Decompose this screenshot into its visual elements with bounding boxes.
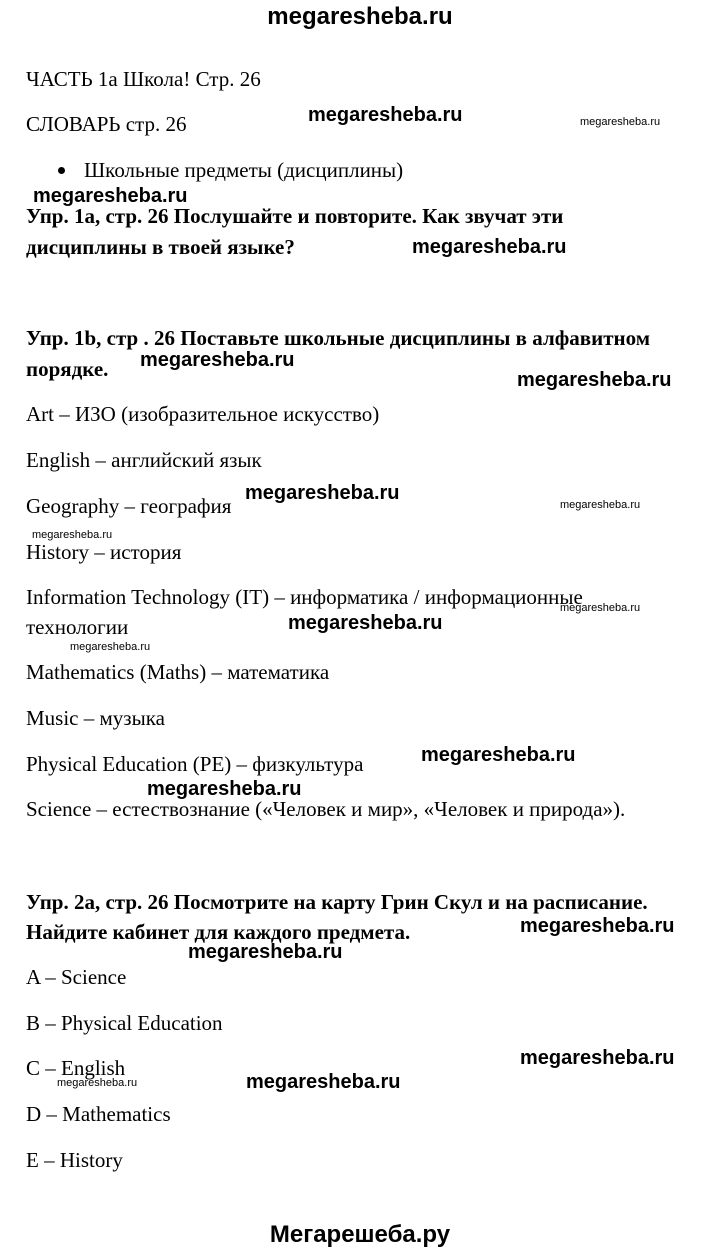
bullet-item: Школьные предметы (дисциплины): [84, 158, 404, 182]
subject-item: Mathematics (Maths) – математика: [26, 660, 330, 684]
room-item: E – History: [26, 1148, 123, 1172]
watermark: megaresheba.ru: [188, 941, 343, 963]
room-item: D – Mathematics: [26, 1102, 171, 1126]
footer-watermark: Мегарешеба.ру: [269, 1221, 451, 1248]
watermark-small: megaresheba.ru: [560, 602, 641, 614]
part-title: ЧАСТЬ 1а Школа! Стр. 26: [26, 67, 261, 91]
exercise-1a-line1: Упр. 1a, стр. 26 Послушайте и повторите. Как звучат эти: [26, 204, 564, 228]
watermark: megaresheba.ru: [140, 349, 295, 371]
subject-item: Geography – география: [26, 494, 232, 518]
watermark-small: megaresheba.ru: [32, 529, 113, 541]
subject-item: Science – естествознание («Человек и мир», «Человек и природа»).: [26, 797, 626, 821]
exercise-1a-line2: дисциплины в твоей языке?: [26, 235, 295, 259]
watermark: megaresheba.ru: [520, 915, 675, 937]
subject-item: Music – музыка: [26, 706, 165, 730]
watermark: megaresheba.ru: [421, 744, 576, 766]
watermark: megaresheba.ru: [288, 612, 443, 634]
exercise-1b-line2: порядке.: [26, 357, 109, 381]
subject-item: Information Technology (IT) – информатика / информационные: [26, 585, 583, 609]
watermark: megaresheba.ru: [246, 1071, 401, 1093]
watermark-small: megaresheba.ru: [70, 641, 151, 653]
exercise-2a-line2: Найдите кабинет для каждого предмета.: [26, 920, 411, 944]
subject-item: English – английский язык: [26, 448, 262, 472]
room-item: A – Science: [26, 965, 127, 989]
watermark: megaresheba.ru: [412, 236, 567, 258]
exercise-2a-line1: Упр. 2a, стр. 26 Посмотрите на карту Грин Скул и на расписание.: [26, 890, 648, 914]
dictionary-title: СЛОВАРЬ стр. 26: [26, 112, 187, 136]
watermark-small: megaresheba.ru: [57, 1077, 138, 1089]
room-item: B – Physical Education: [26, 1011, 223, 1035]
header-watermark: megaresheba.ru: [267, 3, 453, 30]
subject-item-continuation: технологии: [26, 615, 129, 639]
watermark: megaresheba.ru: [517, 369, 672, 391]
subject-item: Art – ИЗО (изобразительное искусство): [26, 402, 380, 426]
watermark: megaresheba.ru: [33, 185, 188, 207]
watermark-small: megaresheba.ru: [560, 499, 641, 511]
room-item: C – English: [26, 1056, 126, 1080]
watermark: megaresheba.ru: [520, 1047, 675, 1069]
exercise-1b-line1: Упр. 1b, стр . 26 Поставьте школьные дисциплины в алфавитном: [26, 326, 651, 350]
subject-item: History – история: [26, 540, 182, 564]
bullet-icon: [58, 167, 65, 174]
watermark: megaresheba.ru: [308, 104, 463, 126]
watermark: megaresheba.ru: [147, 778, 302, 800]
subject-item: Physical Education (PE) – физкультура: [26, 752, 364, 776]
watermark-small: megaresheba.ru: [580, 116, 661, 128]
watermark: megaresheba.ru: [245, 482, 400, 504]
